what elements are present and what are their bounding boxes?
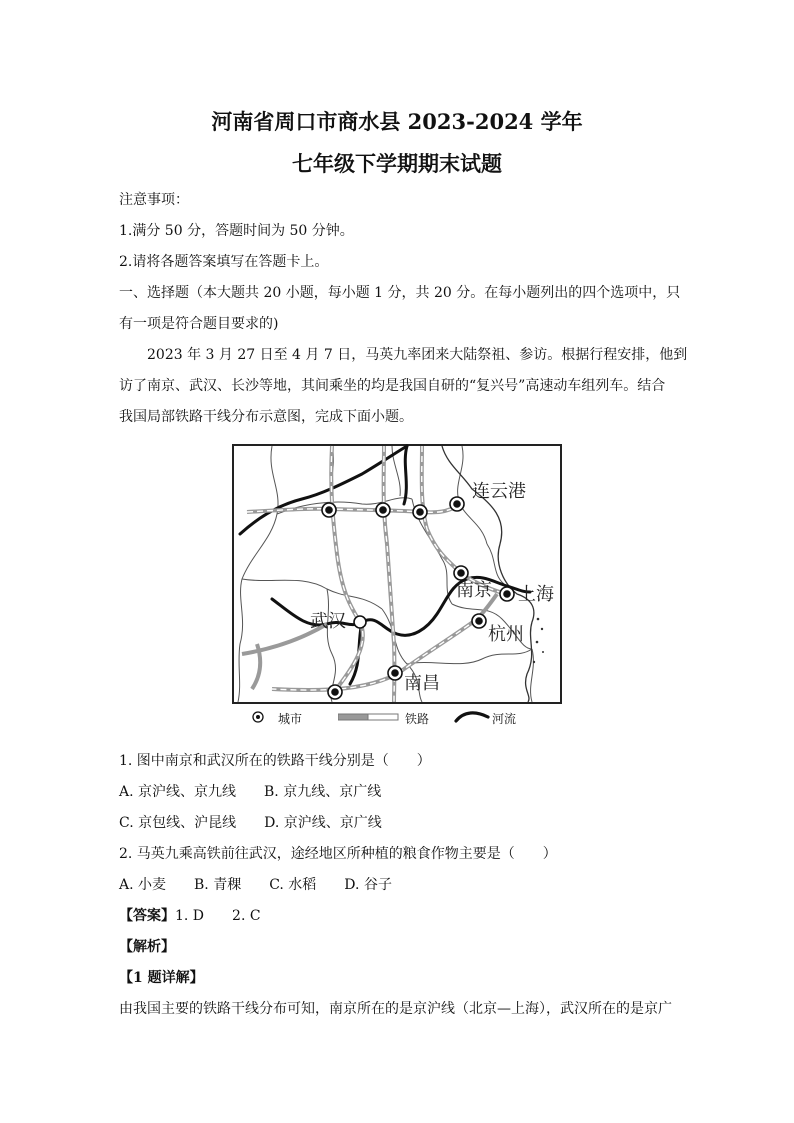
- legend-city-label: 城市: [278, 712, 303, 726]
- question-1-options-row-1: A. 京沪线、京九线 B. 京九线、京广线: [119, 784, 382, 800]
- label-lianyungang: 连云港: [472, 481, 526, 502]
- page-subtitle: 七年级下学期期末试题: [292, 151, 502, 176]
- city-marker: [328, 685, 342, 699]
- answer-text: 1. D 2. C: [175, 908, 261, 924]
- answer-line: [119, 905, 261, 925]
- question-1: 1. 图中南京和武汉所在的铁路干线分别是（ ）: [119, 753, 431, 769]
- legend-railway-label: 铁路: [405, 712, 430, 726]
- label-nanchang: 南昌: [404, 673, 440, 694]
- analysis-q1-text: 由我国主要的铁路干线分布可知，南京所在的是京沪线（北京—上海），武汉所在的是京广: [119, 1001, 672, 1017]
- railway-map: [232, 444, 562, 704]
- notes-item-2: 2.请将各题答案填写在答题卡上。: [119, 254, 329, 270]
- answer-label: 【答案】: [119, 908, 175, 924]
- city-marker-shanghai: [500, 587, 514, 601]
- label-hangzhou: 杭州: [488, 624, 524, 645]
- notes-item-1: 1.满分 50 分，答题时间为 50 分钟。: [119, 223, 354, 239]
- city-marker: [413, 505, 427, 519]
- legend-railway-icon: [338, 713, 400, 721]
- label-wuhan: 武汉: [310, 611, 346, 632]
- section-heading-line-1: 一、选择题（本大题共 20 小题，每小题 1 分，共 20 分。在每小题列出的四个选项中，只: [119, 285, 681, 301]
- section-heading-line-2: 有一项是符合题目要求的): [119, 316, 279, 332]
- question-2: 2. 马英九乘高铁前往武汉，途经地区所种植的粮食作物主要是（ ）: [119, 846, 557, 862]
- question-2-options: A. 小麦 B. 青稞 C. 水稻 D. 谷子: [119, 877, 392, 893]
- legend-city-icon: [252, 710, 264, 724]
- city-marker-nanjing: [454, 566, 468, 580]
- label-nanjing: 南京: [456, 580, 492, 601]
- notes-heading: 注意事项：: [119, 192, 189, 208]
- passage-line-2: 访了南京、武汉、长沙等地，其间乘坐的均是我国自研的“复兴号”高速动车组列车。结合: [119, 378, 666, 394]
- city-marker-nanchang: [388, 666, 402, 680]
- city-marker: [376, 503, 390, 517]
- city-marker-wuhan: [354, 616, 366, 628]
- legend-river-label: 河流: [492, 712, 517, 726]
- passage-line-3: 我国局部铁路干线分布示意图，完成下面小题。: [119, 409, 413, 425]
- analysis-q1-label: 【1 题详解】: [119, 970, 204, 986]
- legend-river-icon: [454, 709, 490, 725]
- question-1-options-row-2: C. 京包线、沪昆线 D. 京沪线、京广线: [119, 815, 382, 831]
- page-title: 河南省周口市商水县 2023-2024 学年: [211, 109, 583, 134]
- city-marker-hangzhou: [472, 614, 486, 628]
- passage-line-1: 2023 年 3 月 27 日至 4 月 7 日，马英九率团来大陆祭祖、参访。根据行程安排，他到: [147, 347, 688, 363]
- analysis-label: 【解析】: [119, 939, 175, 955]
- label-shanghai: 上海: [518, 584, 554, 605]
- city-marker: [322, 503, 336, 517]
- city-marker-lianyungang: [450, 497, 464, 511]
